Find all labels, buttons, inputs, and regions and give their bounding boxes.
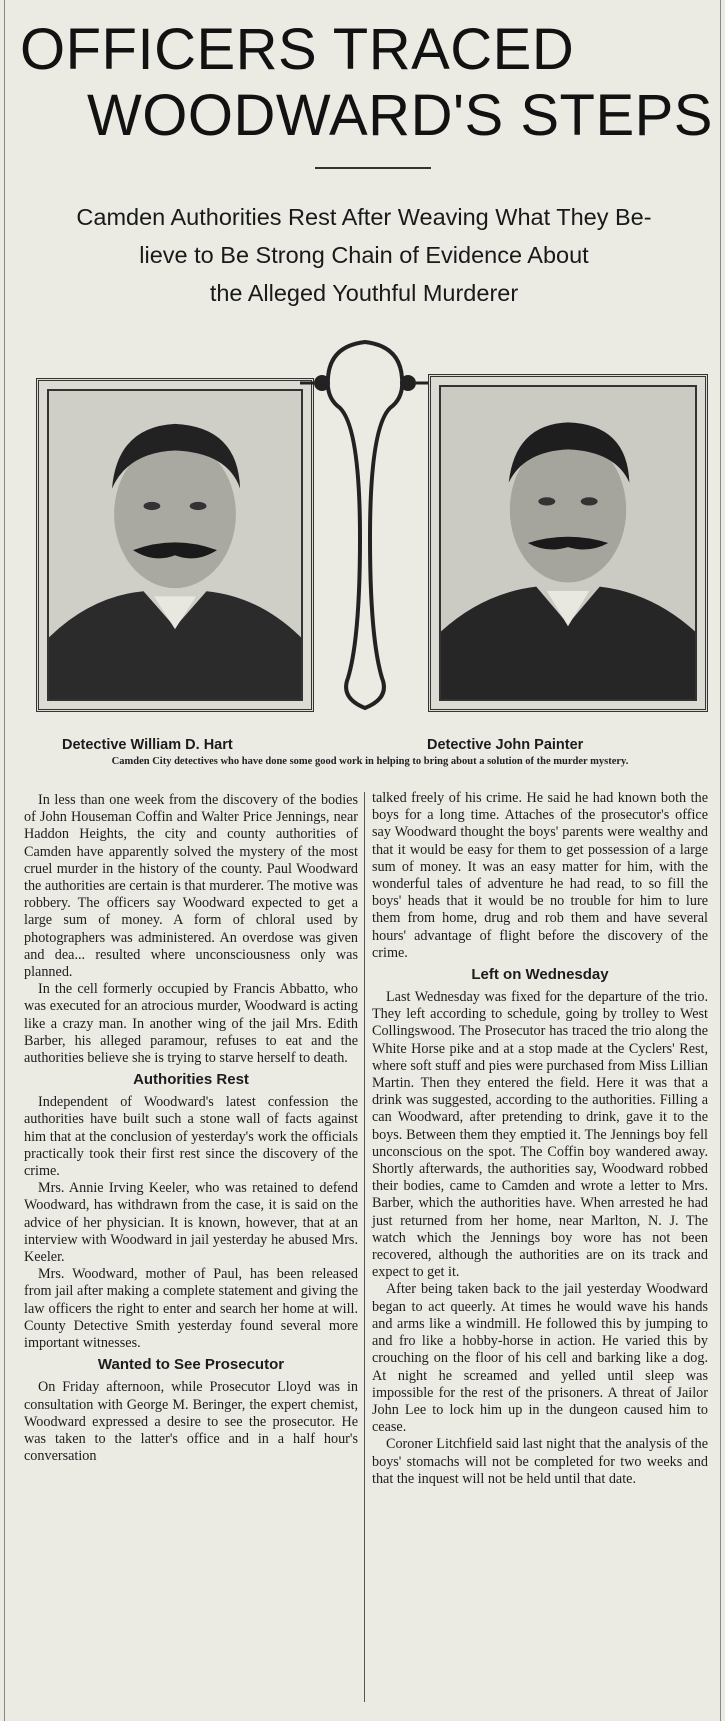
deck-line-2: lieve to Be Strong Chain of Evidence About — [139, 242, 589, 268]
headline-rule — [315, 167, 431, 169]
caption-left-name: Detective William D. Hart — [62, 737, 233, 753]
portrait-photo-left — [47, 389, 303, 701]
page-border-right — [720, 0, 721, 1721]
section-heading: Authorities Rest — [133, 1071, 249, 1089]
column-divider — [364, 792, 365, 1702]
subheadline-deck — [14, 198, 714, 312]
headline-line-2: WOODWARD'S STEPS — [87, 83, 713, 148]
caption-right-name: Detective John Painter — [427, 737, 584, 753]
portrait-right-icon — [441, 387, 695, 699]
ornamental-divider-icon — [300, 338, 430, 718]
page-border-left — [4, 0, 5, 1721]
article-column-1 — [24, 792, 358, 1465]
paragraph: Independent of Woodward's latest confession the authorities have built such a stone wall of facts against him that at the conclusion of yesterday's work the officials practically took their first rest since the discovery of the crime. — [24, 1094, 358, 1180]
deck-line-1: Camden Authorities Rest After Weaving What They Be- — [76, 204, 652, 230]
paragraph: In the cell formerly occupied by Francis Abbatto, who was executed for an atrocious murder, Woodward is acting like a crazy man. In another wing of the jail Mrs. Edith Barber, his alleged paramour, refuses to eat and the authorities believe she is trying to starve herself to death. — [24, 981, 358, 1067]
paragraph: Mrs. Annie Irving Keeler, who was retained to defend Woodward, has withdrawn from the case, it is said on the advice of her physician. It is known, however, that at an interview with Woodward in jail yesterday he abused Mrs. Keeler. — [24, 1180, 358, 1266]
paragraph: talked freely of his crime. He said he had known both the boys for a long time. Attaches of the prosecutor's office say Woodward thought the boys' parents were wealthy and that it would be easy for them to get possession of a large sum of money. It was an easy matter for him, with the wonderful tales of adventure he had read, to so fill the boys' heads that it would be no trouble for him to lure them from home, drug and rob them and have several hours' advantage of flight before the discovery of the crime. — [372, 790, 708, 961]
portrait-frame-left — [36, 378, 314, 712]
headline-line-1: OFFICERS TRACED — [20, 17, 575, 82]
portrait-left-icon — [49, 391, 301, 699]
paragraph: Coroner Litchfield said last night that the analysis of the boys' stomachs will not be completed for two weeks and that the inquest will not be held until that date. — [372, 1436, 708, 1487]
paragraph: In less than one week from the discovery of the bodies of John Houseman Coffin and Walter Price Jennings, near Haddon Heights, the city and county authorities of Camden have apparently solved the mystery of the most cruel murder in the history of the county. Paul Woodward the authorities are certain is that murderer. The motive was robbery. The officers say Woodward expected to get a large sum of money. A form of chloral used by photographers was administered. An overdose was given and dea... resulted where unconsciousness only was planned. — [24, 792, 358, 981]
paragraph: After being taken back to the jail yesterday Woodward began to act queerly. At times he would wave his hands and arms like a windmill. He followed this by jumping to and fro like a hobby-horse in action. He varied this by crouching on the floor of his cell and barking like a dog. At night he screamed and yelled until sleep was impossible for the rest of the prisoners. A threat of Jailor John Lee to lock him up in the dungeon caused him to cease. — [372, 1281, 708, 1436]
caption-subtext: Camden City detectives who have done some good work in helping to bring about a solution of the murder mystery. — [111, 756, 629, 767]
portrait-photo-right — [439, 385, 697, 701]
paragraph: Last Wednesday was fixed for the departure of the trio. They left according to schedule, going by trolley to West Collingswood. The Prosecutor has traced the trio along the White Horse pike and at a stop made at the Cyclers' Rest, where soft stuff and pies were purchased from Miss Lillian Martin. Then they entered the field. Here it was that a drink was suggested, according to the authorities. Filling a can Woodward, after pretending to drink, gave it to the boys. Between them they emptied it. The Jennings boy fell unconscious on the spot. The Coffin boy wandered away. Shortly afterwards, the authorities say, Woodward robbed their bodies, came to Camden and wrote a letter to Mrs. Barber, which the authorities have. When arrested he had just returned from her home, near Marlton, N. J. The watch which the Jennings boy wore has not been recovered, although the authorities are on its track and expect to get it. — [372, 989, 708, 1281]
deck-line-3: the Alleged Youthful Murderer — [209, 280, 519, 306]
section-heading: Wanted to See Prosecutor — [97, 1356, 285, 1374]
article-column-2 — [372, 790, 708, 1488]
section-heading: Left on Wednesday — [471, 966, 609, 984]
portrait-frame-right — [428, 374, 708, 712]
paragraph: Mrs. Woodward, mother of Paul, has been released from jail after making a complete statement and giving the law officers the right to enter and search her home at will. County Detective Smith yesterday found several more important witnesses. — [24, 1266, 358, 1352]
paragraph: On Friday afternoon, while Prosecutor Lloyd was in consultation with George M. Beringer, the expert chemist, Woodward expressed a desire to see the prosecutor. He was taken to the latter's office and in a half hour's conversation — [24, 1379, 358, 1465]
